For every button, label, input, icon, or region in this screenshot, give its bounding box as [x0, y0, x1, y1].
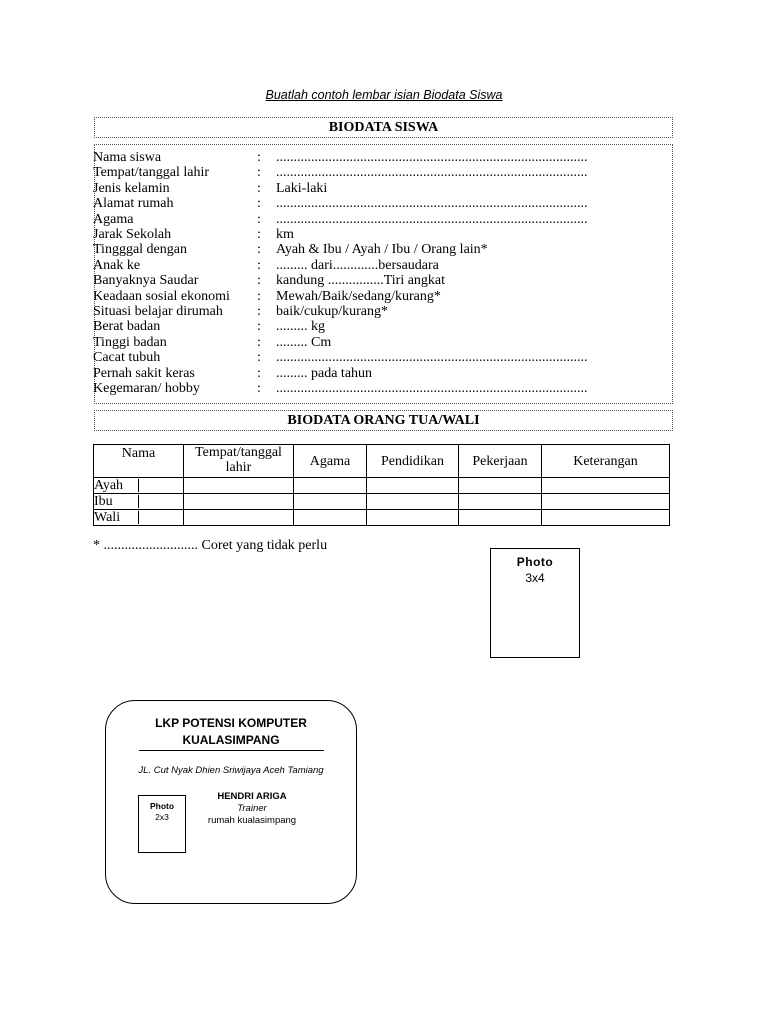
table-cell[interactable] [294, 510, 367, 526]
field-label: Jarak Sekolah [93, 227, 172, 242]
table-cell[interactable] [542, 510, 670, 526]
field-label: Banyaknya Saudar [93, 273, 199, 289]
field-value[interactable]: ......................................................................................... [276, 150, 588, 165]
row-label-wali: Wali [94, 510, 184, 526]
field-row [93, 335, 668, 350]
table-row [94, 478, 670, 494]
card-photo-size: 2x3 [155, 812, 169, 822]
table-cell[interactable] [294, 478, 367, 494]
field-value[interactable]: ......................................................................................... [276, 211, 588, 227]
table-cell[interactable] [367, 478, 459, 494]
field-value[interactable]: Laki-laki [276, 180, 328, 196]
table-cell[interactable] [367, 510, 459, 526]
col-nama: Nama [94, 445, 184, 478]
table-row [94, 510, 670, 526]
photo-label: Photo [516, 555, 554, 569]
table-cell[interactable] [459, 510, 542, 526]
card-address: JL. Cut Nyak Dhien Sriwijaya Aceh Tamiang [138, 765, 324, 776]
parents-table-header [94, 445, 670, 478]
field-value[interactable]: ......................................................................................... [276, 196, 588, 212]
field-colon: : [257, 288, 261, 304]
field-colon: : [257, 304, 261, 319]
field-label: Pernah sakit keras [93, 365, 195, 381]
field-label: Jenis kelamin [93, 180, 170, 196]
col-pekerjaan: Pekerjaan [459, 445, 542, 478]
field-colon: : [257, 242, 261, 258]
field-colon: : [257, 350, 261, 366]
field-value[interactable]: Mewah/Baik/sedang/kurang* [276, 288, 441, 304]
biodata-ortu-heading: BIODATA ORANG TUA/WALI [94, 410, 673, 431]
col-keterangan: Keterangan [542, 445, 670, 478]
biodata-siswa-heading: BIODATA SISWA [94, 117, 673, 138]
field-row [93, 273, 668, 288]
field-value[interactable]: ......... Cm [276, 334, 332, 350]
field-colon: : [257, 211, 261, 227]
field-label: Cacat tubuh [93, 350, 161, 366]
card-title [106, 715, 356, 749]
table-cell[interactable] [459, 494, 542, 510]
id-card [105, 700, 357, 904]
field-value[interactable]: ......................................................................................... [276, 381, 588, 396]
col-tempat-lahir: Tempat/tanggal lahir [184, 445, 294, 478]
field-colon: : [257, 196, 261, 212]
field-row [93, 304, 668, 319]
card-divider [139, 750, 324, 751]
field-row [93, 181, 668, 196]
field-row [93, 289, 668, 304]
card-location: rumah kualasimpang [207, 815, 297, 826]
card-role: Trainer [237, 803, 267, 814]
card-photo-label: Photo [149, 801, 175, 811]
field-label: Situasi belajar dirumah [93, 304, 223, 319]
field-label: Agama [93, 211, 134, 227]
card-title-line1: LKP POTENSI KOMPUTER [155, 716, 307, 730]
col-pendidikan: Pendidikan [367, 445, 459, 478]
field-colon: : [257, 381, 261, 396]
field-row [93, 319, 668, 334]
field-value[interactable]: baik/cukup/kurang* [276, 304, 388, 319]
card-person [202, 791, 302, 827]
table-cell[interactable] [542, 494, 670, 510]
field-label: Berat badan [93, 319, 161, 335]
table-row [94, 494, 670, 510]
table-cell[interactable] [184, 510, 294, 526]
field-colon: : [257, 365, 261, 381]
table-cell[interactable] [367, 494, 459, 510]
field-value[interactable]: km [276, 227, 294, 242]
field-value[interactable]: Ayah & Ibu / Ayah / Ibu / Orang lain* [276, 242, 488, 258]
field-colon: : [257, 227, 261, 242]
field-label: Anak ke [93, 257, 141, 273]
field-colon: : [257, 180, 261, 196]
field-colon: : [257, 319, 261, 335]
col-agama: Agama [294, 445, 367, 478]
field-value[interactable]: ......... kg [276, 319, 325, 335]
field-row [93, 165, 668, 180]
card-title-line2: KUALASIMPANG [182, 733, 280, 747]
field-row [93, 366, 668, 381]
field-row [93, 196, 668, 211]
field-value[interactable]: ......................................................................................... [276, 165, 588, 181]
field-colon: : [257, 334, 261, 350]
card-name: HENDRI ARIGA [217, 791, 287, 802]
field-label: Keadaan sosial ekonomi [93, 288, 230, 304]
field-value[interactable]: kandung ................Tiri angkat [276, 273, 446, 289]
footnote: * ........................... Coret yang tidak perlu [93, 538, 328, 553]
row-label-ayah: Ayah [94, 478, 184, 494]
field-row [93, 212, 668, 227]
field-row [93, 150, 668, 165]
field-value[interactable]: ......... pada tahun [276, 365, 373, 381]
table-cell[interactable] [459, 478, 542, 494]
instruction-heading: Buatlah contoh lembar isian Biodata Siswa [265, 88, 503, 102]
field-label: Tinggi badan [93, 334, 167, 350]
field-label: Nama siswa [93, 150, 162, 165]
photo-3x4-box [490, 548, 580, 658]
field-row [93, 227, 668, 242]
field-row [93, 258, 668, 273]
row-label-ibu: Ibu [94, 494, 184, 510]
table-cell[interactable] [184, 494, 294, 510]
field-row [93, 381, 668, 396]
field-label: Tempat/tanggal lahir [93, 165, 210, 181]
field-row [93, 350, 668, 365]
field-label: Tingggal dengan [93, 242, 187, 258]
field-label: Alamat rumah [93, 196, 174, 212]
parents-table [93, 444, 670, 526]
field-value[interactable]: ......................................................................................... [276, 350, 588, 366]
field-label: Kegemaran/ hobby [93, 381, 200, 396]
field-colon: : [257, 273, 261, 289]
field-colon: : [257, 150, 261, 165]
photo-size: 3x4 [525, 571, 545, 585]
card-photo-box [138, 795, 186, 853]
field-value[interactable]: ......... dari.............bersaudara [276, 257, 439, 273]
field-row [93, 242, 668, 257]
table-cell[interactable] [542, 478, 670, 494]
field-colon: : [257, 257, 261, 273]
field-colon: : [257, 165, 261, 181]
table-cell[interactable] [294, 494, 367, 510]
table-cell[interactable] [184, 478, 294, 494]
